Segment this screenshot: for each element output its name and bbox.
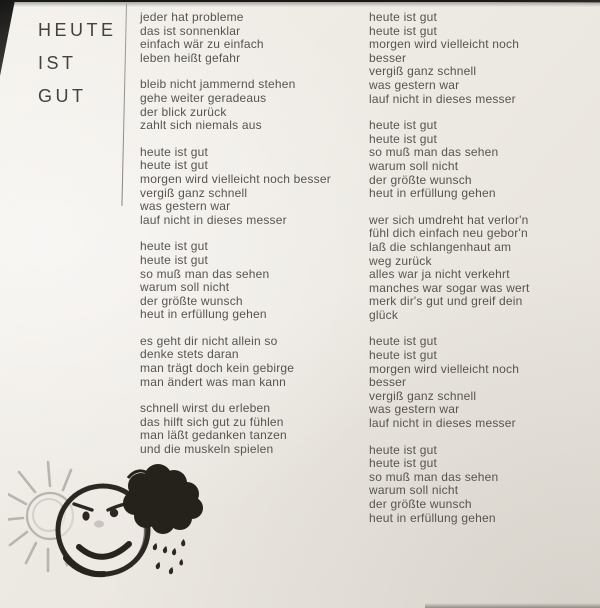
stanza — [140, 146, 358, 228]
stanza — [140, 78, 358, 132]
photo-bottom-edge-shadow — [425, 603, 600, 608]
lyric-line: wer sich umdreht hat verlor'n — [369, 212, 529, 227]
lyric-line: heut in erfüllung gehen — [369, 510, 496, 525]
lyric-line: heute ist gut — [140, 144, 208, 159]
lyrics-column-left — [140, 11, 358, 470]
lyric-line: morgen wird vielleicht noch besser — [140, 171, 331, 186]
stanza — [369, 444, 591, 526]
lyric-line: heute ist gut — [369, 456, 437, 471]
lyric-line: heut in erfüllung gehen — [369, 186, 496, 201]
lyric-line: so muß man das sehen — [369, 469, 499, 484]
page-title — [38, 14, 117, 113]
lyric-line: heute ist gut — [369, 118, 437, 133]
lyric-line: vergiß ganz schnell — [369, 64, 477, 79]
lyric-line: warum soll nicht — [369, 158, 459, 173]
stanza — [369, 214, 591, 323]
lyric-line: morgen wird vielleicht noch — [369, 361, 520, 376]
lyric-line: heute ist gut — [369, 23, 437, 38]
lyric-line: der größte wunsch — [140, 293, 243, 308]
lyric-line: lauf nicht in dieses messer — [140, 212, 287, 227]
lyric-line: heute ist gut — [369, 442, 437, 457]
lyric-line: warum soll nicht — [140, 280, 230, 295]
lyric-line: besser — [369, 375, 407, 390]
lyric-line: so muß man das sehen — [140, 266, 270, 281]
lyric-line: alles war ja nicht verkehrt — [369, 267, 510, 282]
lyric-line: vergiß ganz schnell — [369, 388, 477, 403]
lyric-line: man ändert was man kann — [140, 374, 287, 389]
lyric-line: denke stets daran — [140, 347, 239, 362]
raindrop-icon — [153, 539, 186, 574]
lyric-line: schnell wirst du erleben — [140, 401, 271, 416]
lyric-line: leben heißt gefahr — [140, 50, 241, 65]
lyric-line: heute ist gut — [140, 252, 208, 267]
lyric-line: jeder hat probleme — [140, 10, 244, 24]
lyric-line: so muß man das sehen — [369, 145, 499, 160]
lyric-line: bleib nicht jammernd stehen — [140, 77, 296, 92]
lyric-line: merk dir's gut und greif dein — [369, 294, 523, 309]
lyric-line: morgen wird vielleicht noch — [369, 37, 520, 52]
stanza — [140, 335, 358, 389]
right-eye — [110, 509, 118, 517]
lyric-line: heute ist gut — [369, 131, 437, 146]
lyric-line: fühl dich einfach neu gebor'n — [369, 226, 528, 241]
photo-top-right-edge — [490, 0, 600, 3]
lyric-line: heute ist gut — [369, 10, 437, 24]
stanza — [369, 11, 591, 106]
lyric-line: manches war sogar was wert — [369, 280, 530, 295]
title-line: HEUTE — [38, 20, 117, 40]
lyric-line: was gestern war — [140, 199, 231, 214]
stanza — [140, 240, 358, 322]
lyric-line: heute ist gut — [140, 158, 208, 173]
lyric-line: weg zurück — [369, 253, 432, 268]
lyric-line: was gestern war — [369, 402, 460, 417]
lyric-line: heute ist gut — [140, 239, 208, 254]
stanza — [140, 11, 358, 65]
nose-smudge — [94, 520, 104, 527]
photo-corner-shadow — [0, 0, 15, 76]
title-line: GUT — [38, 86, 87, 106]
lyric-line: das hilft sich gut zu fühlen — [140, 414, 284, 429]
lyric-line: der größte wunsch — [369, 172, 472, 187]
lyric-line: man trägt doch kein gebirge — [140, 361, 295, 376]
lyric-line: besser — [369, 50, 407, 65]
lyric-line: der blick zurück — [140, 104, 227, 119]
stanza — [369, 119, 591, 201]
lyric-line: lauf nicht in dieses messer — [369, 416, 516, 431]
lyric-line: gehe weiter geradeaus — [140, 90, 267, 105]
lyric-line: heute ist gut — [369, 334, 437, 349]
lyric-line: einfach wär zu einfach — [140, 37, 264, 52]
stanza — [369, 335, 591, 430]
lyric-line: vergiß ganz schnell — [140, 185, 248, 200]
lyric-line: was gestern war — [369, 77, 460, 92]
lyric-line: man läßt gedanken tanzen — [140, 428, 287, 443]
lyric-line: heut in erfüllung gehen — [140, 307, 267, 322]
lyric-line: das ist sonnenklar — [140, 23, 241, 38]
lyrics-column-right — [369, 11, 591, 538]
lyric-line: warum soll nicht — [369, 483, 459, 498]
left-eye — [82, 511, 89, 520]
vertical-divider — [121, 4, 127, 206]
lyric-line: es geht dir nicht allein so — [140, 333, 278, 348]
lyric-line: der größte wunsch — [369, 497, 472, 511]
title-line: IST — [38, 53, 77, 73]
sad-face-illustration — [8, 448, 243, 606]
lyric-line: heute ist gut — [369, 348, 437, 363]
lyric-line: glück — [369, 307, 399, 322]
lyric-line: laß die schlangenhaut am — [369, 239, 512, 254]
lyric-line: lauf nicht in dieses messer — [369, 91, 516, 106]
lyric-line: und die muskeln spielen — [140, 442, 274, 457]
lyric-line: zahlt sich niemals aus — [140, 118, 262, 133]
